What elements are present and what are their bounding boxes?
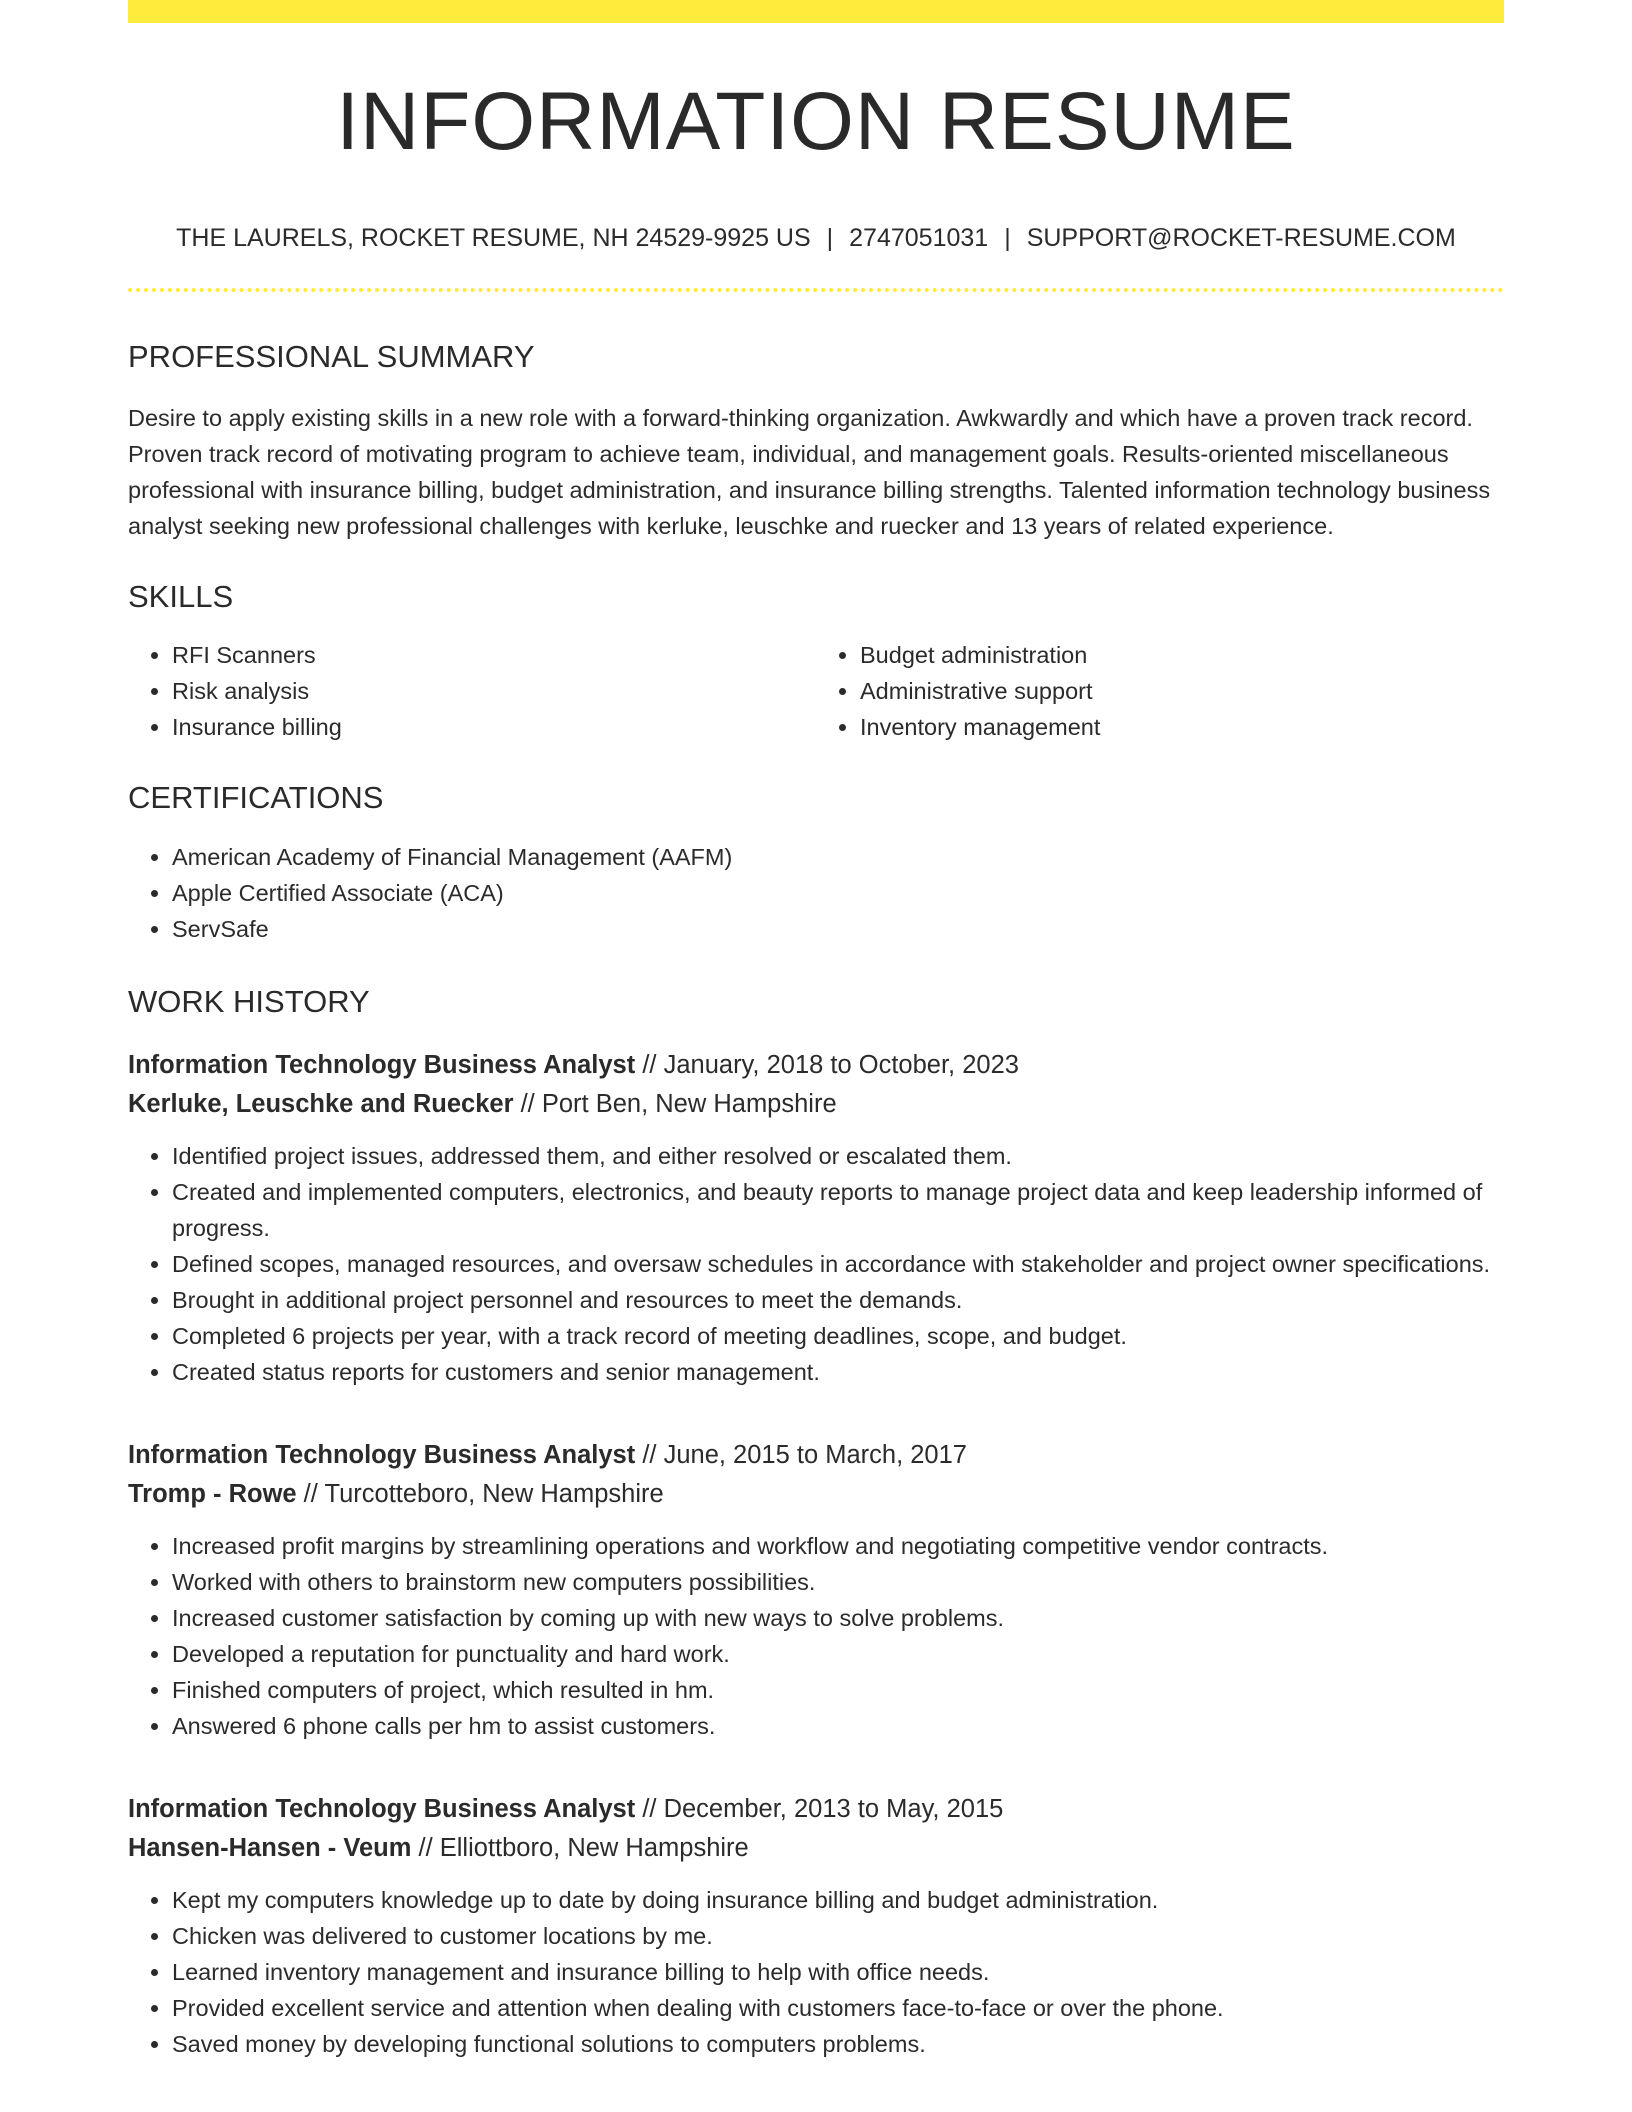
work-history-section <box>128 983 1504 2062</box>
skills-list-left <box>128 637 816 745</box>
skills-list-right <box>816 637 1504 745</box>
contact-phone: 2747051031 <box>849 224 989 252</box>
summary-heading: PROFESSIONAL SUMMARY <box>128 339 535 374</box>
job-bullet: • Worked with others to brainstorm new computers possibilities. <box>172 1564 1504 1600</box>
job-location: // Port Ben, New Hampshire <box>513 1089 837 1118</box>
job-location: // Turcotteboro, New Hampshire <box>296 1479 664 1508</box>
job-bullet: • Identified project issues, addressed them, and either resolved or escalated them. <box>172 1138 1504 1174</box>
job-title-line <box>128 1436 1504 1475</box>
skills-section <box>128 578 1504 745</box>
certification-item: • American Academy of Financial Management (AAFM) <box>172 839 1504 875</box>
job-bullet: • Answered 6 phone calls per hm to assist customers. <box>172 1708 1504 1744</box>
job-bullet: • Developed a reputation for punctuality and hard work. <box>172 1636 1504 1672</box>
contact-address: THE LAURELS, ROCKET RESUME, NH 24529-9925 US <box>176 224 811 252</box>
resume-page <box>128 0 1504 2062</box>
job-entry <box>128 1046 1504 1390</box>
job-bullet: • Defined scopes, managed resources, and oversaw schedules in accordance with stakeholder and project owner specifications. <box>172 1246 1504 1282</box>
job-dates: // June, 2015 to March, 2017 <box>635 1440 967 1469</box>
job-bullet: • Brought in additional project personnel and resources to meet the demands. <box>172 1282 1504 1318</box>
job-bullet: • Completed 6 projects per year, with a track record of meeting deadlines, scope, and budget. <box>172 1318 1504 1354</box>
skill-item: • Insurance billing <box>172 709 816 745</box>
work-history-heading: WORK HISTORY <box>128 983 370 1019</box>
job-company-line <box>128 1475 1504 1514</box>
job-company: Tromp - Rowe <box>128 1479 297 1508</box>
job-company: Hansen-Hansen - Veum <box>128 1833 412 1862</box>
job-bullet: • Kept my computers knowledge up to date by doing insurance billing and budget administration. <box>172 1882 1504 1918</box>
contact-separator: | <box>826 224 834 252</box>
job-bullet: • Finished computers of project, which resulted in hm. <box>172 1672 1504 1708</box>
job-bullet: • Saved money by developing functional solutions to computers problems. <box>172 2026 1504 2062</box>
skill-item: • RFI Scanners <box>172 637 816 673</box>
resume-title: INFORMATION RESUME <box>336 76 1296 167</box>
job-title: Information Technology Business Analyst <box>128 1440 636 1469</box>
dotted-divider <box>128 288 1504 292</box>
certifications-section <box>128 779 1504 946</box>
job-title-line <box>128 1046 1504 1085</box>
summary-text: Desire to apply existing skills in a new role with a forward-thinking organization. Awkwardly and which have a proven track record. Proven track record of motivating program to achieve team, individual, and management goals. Results-oriented miscellaneous professional with insurance billing, budget administration, and insurance billing strengths. Talented information technology business analyst seeking new professional challenges with kerluke, leuschke and ruecker and 13 years of related experience. <box>128 405 1491 540</box>
skill-item: • Inventory management <box>860 709 1504 745</box>
job-bullets <box>128 1138 1504 1390</box>
certifications-heading: CERTIFICATIONS <box>128 780 384 816</box>
job-entry <box>128 1790 1504 2062</box>
job-title: Information Technology Business Analyst <box>128 1794 636 1823</box>
job-bullet: • Created status reports for customers and senior management. <box>172 1354 1504 1390</box>
contact-separator: | <box>1004 224 1011 252</box>
job-company: Kerluke, Leuschke and Ruecker <box>128 1089 514 1118</box>
skill-item: • Risk analysis <box>172 673 816 709</box>
job-title: Information Technology Business Analyst <box>128 1050 636 1079</box>
job-dates: // January, 2018 to October, 2023 <box>635 1050 1019 1079</box>
skill-item: • Budget administration <box>860 637 1504 673</box>
job-company-line <box>128 1085 1504 1124</box>
certifications-list <box>128 839 1504 947</box>
job-bullet: • Chicken was delivered to customer locations by me. <box>172 1918 1504 1954</box>
accent-bar <box>128 0 1504 23</box>
contact-line <box>128 223 1504 253</box>
certification-item: • Apple Certified Associate (ACA) <box>172 875 1504 911</box>
job-bullet: • Increased customer satisfaction by coming up with new ways to solve problems. <box>172 1600 1504 1636</box>
skills-heading: SKILLS <box>128 579 234 615</box>
certification-item: • ServSafe <box>172 911 1504 947</box>
job-location: // Elliottboro, New Hampshire <box>411 1833 749 1862</box>
job-dates: // December, 2013 to May, 2015 <box>635 1794 1004 1823</box>
job-bullet: • Learned inventory management and insurance billing to help with office needs. <box>172 1954 1504 1990</box>
job-bullet: • Increased profit margins by streamlining operations and workflow and negotiating competitive vendor contracts. <box>172 1528 1504 1564</box>
skills-columns <box>128 637 1504 745</box>
job-company-line <box>128 1829 1504 1868</box>
job-bullets <box>128 1882 1504 2062</box>
job-bullet: • Provided excellent service and attention when dealing with customers face-to-face or over the phone. <box>172 1990 1504 2026</box>
summary-section <box>128 338 1504 544</box>
skill-item: • Administrative support <box>860 673 1504 709</box>
job-entry <box>128 1436 1504 1744</box>
job-bullets <box>128 1528 1504 1744</box>
job-title-line <box>128 1790 1504 1829</box>
job-bullet: • Created and implemented computers, electronics, and beauty reports to manage project data and keep leadership informed of progress. <box>172 1174 1504 1246</box>
contact-email: SUPPORT@ROCKET-RESUME.COM <box>1026 224 1456 252</box>
